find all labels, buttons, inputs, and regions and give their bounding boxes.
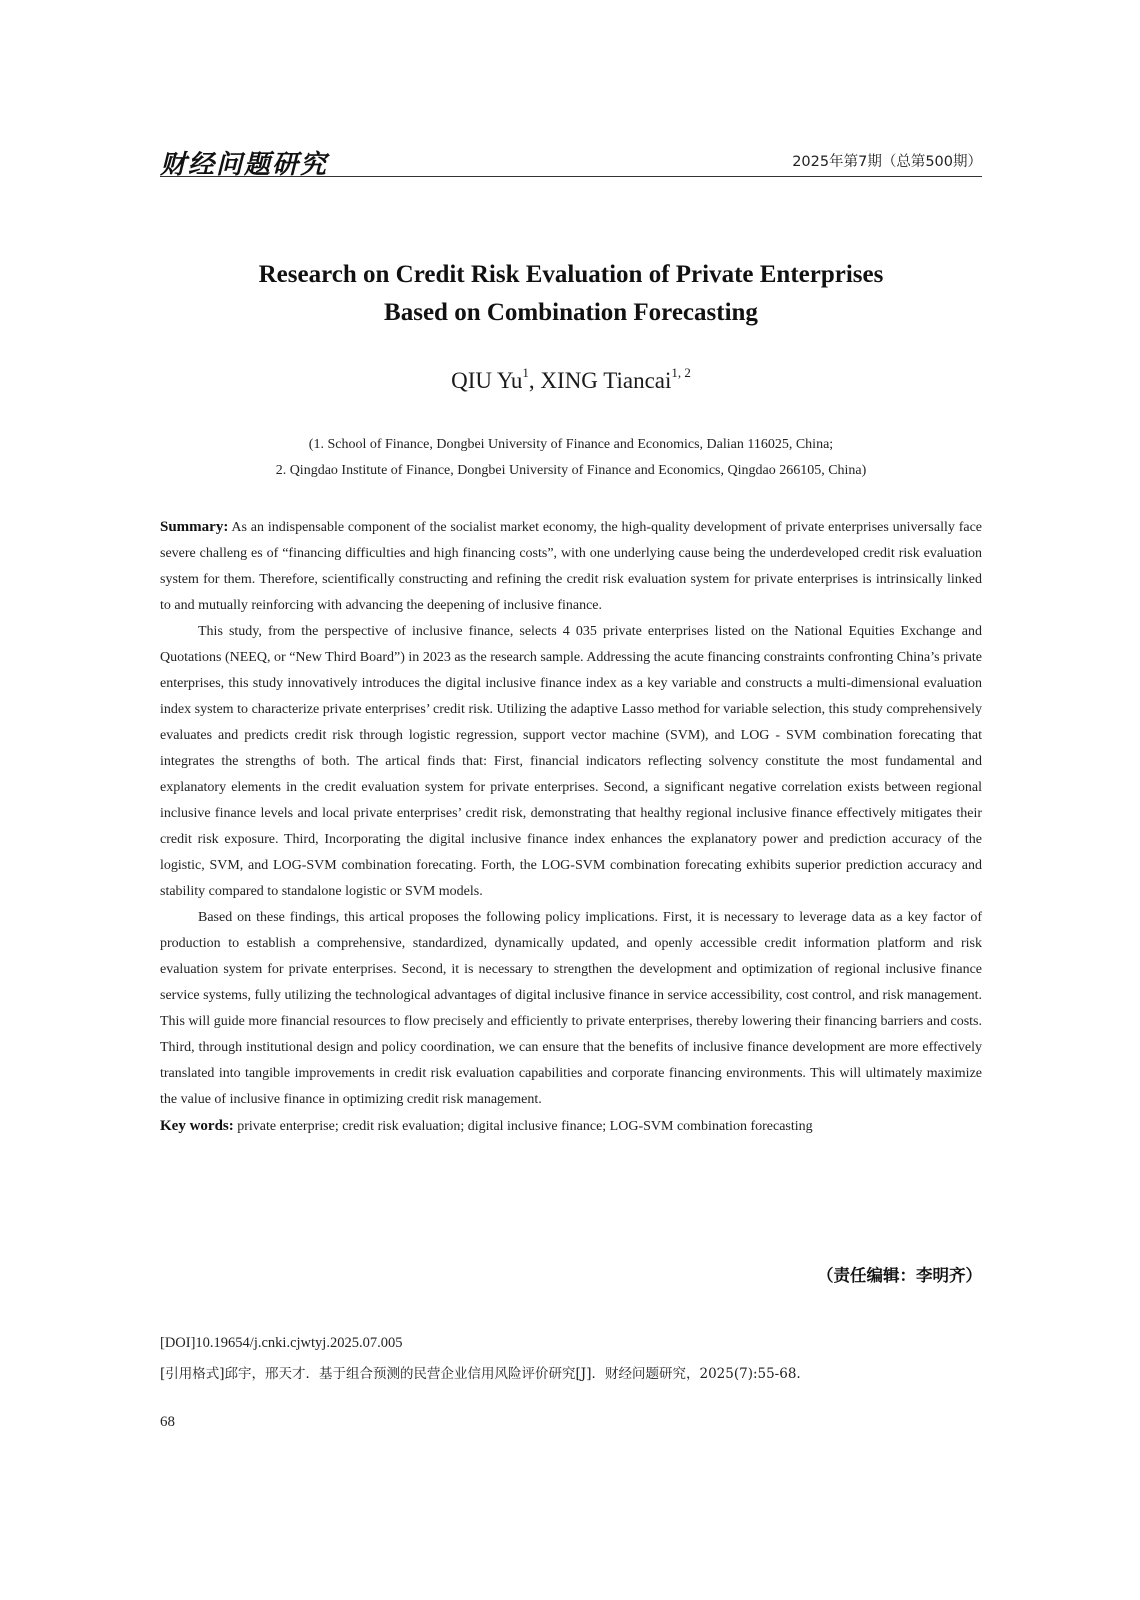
responsible-editor: （责任编辑：李明齐） <box>817 1266 982 1285</box>
keywords <box>160 1113 982 1140</box>
paper-title <box>160 256 982 332</box>
keywords-text: private enterprise; credit risk evaluation; digital inclusive finance; LOG-SVM combination forecasting <box>237 1119 813 1134</box>
abstract-paragraph: This study, from the perspective of inclusive finance, selects 4 035 private enterprises listed on the National Equities Exchange and Quotations (NEEQ, or “New Third Board”) in 2023 as the research sample. Addressing the acute financing constraints confronting China’s private enterprises, this study innovatively introduces the digital inclusive finance index as a key variable and constructs a multi-dimensional evaluation index system to characterize private enterprises’ credit risk. Utilizing the adaptive Lasso method for variable selection, this study comprehensively evaluates and predicts credit risk through logistic regression, support vector machine (SVM), and LOG - SVM combination forecating that integrates the strengths of both. The artical finds that: First, financial indicators reflecting solvency constitute the most fundamental and explanatory elements in the credit evaluation system for private enterprises. Second, a significant negative correlation exists between regional inclusive finance levels and local private enterprises’ credit risk, demonstrating that healthy regional inclusive finance effectively mitigates their credit risk exposure. Third, Incorporating the digital inclusive finance index enhances the explanatory power and prediction accuracy of the logistic, SVM, and LOG-SVM combination forecating. Forth, the LOG-SVM combination forecating exhibits superior prediction accuracy and stability compared to standalone logistic or SVM models. <box>160 624 982 899</box>
doi: [DOI]10.19654/j.cnki.cjwtyj.2025.07.005 <box>160 1335 403 1351</box>
page-header <box>160 140 982 180</box>
page-number: 68 <box>160 1414 175 1430</box>
summary-label: Summary: <box>160 519 229 535</box>
keywords-label: Key words: <box>160 1118 234 1134</box>
author-affiliation-mark: 1 <box>522 365 529 380</box>
author-name: QIU Yu <box>451 368 523 393</box>
affiliations <box>160 432 982 484</box>
abstract <box>160 514 982 1140</box>
affiliation-line: 2. Qingdao Institute of Finance, Dongbei University of Finance and Economics, Qingdao 266105, China) <box>275 463 867 478</box>
abstract-text: As an indispensable component of the socialist market economy, the high-quality development of private enterprises universally face severe challeng es of “financing difficulties and high financing costs”, with one underlying cause being the underdeveloped credit risk evaluation system for them. Therefore, scientifically constructing and refining the credit risk evaluation system for private enterprises is intrinsically linked to and mutually reinforcing with advancing the deepening of inclusive finance. <box>160 520 982 613</box>
issue-info: 2025年第7期（总第500期） <box>792 154 982 170</box>
author-list: QIU Yu$^1$, XING Tiancai$^{1, 2}$ <box>451 365 691 393</box>
author-affiliation-mark: 1, 2 <box>671 365 691 380</box>
title-line-2: Based on Combination Forecasting <box>384 299 758 326</box>
author-name: XING Tiancai <box>540 368 672 393</box>
title-line-1: Research on Credit Risk Evaluation of Private Enterprises <box>258 261 884 288</box>
journal-logo: 财经问题研究 <box>160 150 329 180</box>
citation-format: [引用格式]邱宇，邢天才．基于组合预测的民营企业信用风险评价研究[J]．财经问题研究，2025(7):55-68. <box>160 1366 801 1382</box>
abstract-paragraph: Based on these findings, this artical proposes the following policy implications. First, it is necessary to leverage data as a key factor of production to establish a comprehensive, standardized, dynamically updated, and openly accessible credit information platform and risk evaluation system for private enterprises. Second, it is necessary to strengthen the development and optimization of regional inclusive finance service systems, fully utilizing the technological advantages of digital inclusive finance in service accessibility, cost control, and risk management. This will guide more financial resources to flow precisely and efficiently to private enterprises, thereby lowering their financing barriers and costs. Third, through institutional design and policy coordination, we can ensure that the benefits of inclusive finance development are more effectively translated into tangible improvements in credit risk evaluation capabilities and corporate financing environments. This will ultimately maximize the value of inclusive finance in optimizing credit risk management. <box>160 910 982 1107</box>
affiliation-line: (1. School of Finance, Dongbei University of Finance and Economics, Dalian 116025, China; <box>308 437 834 452</box>
abstract-paragraph <box>160 514 982 619</box>
